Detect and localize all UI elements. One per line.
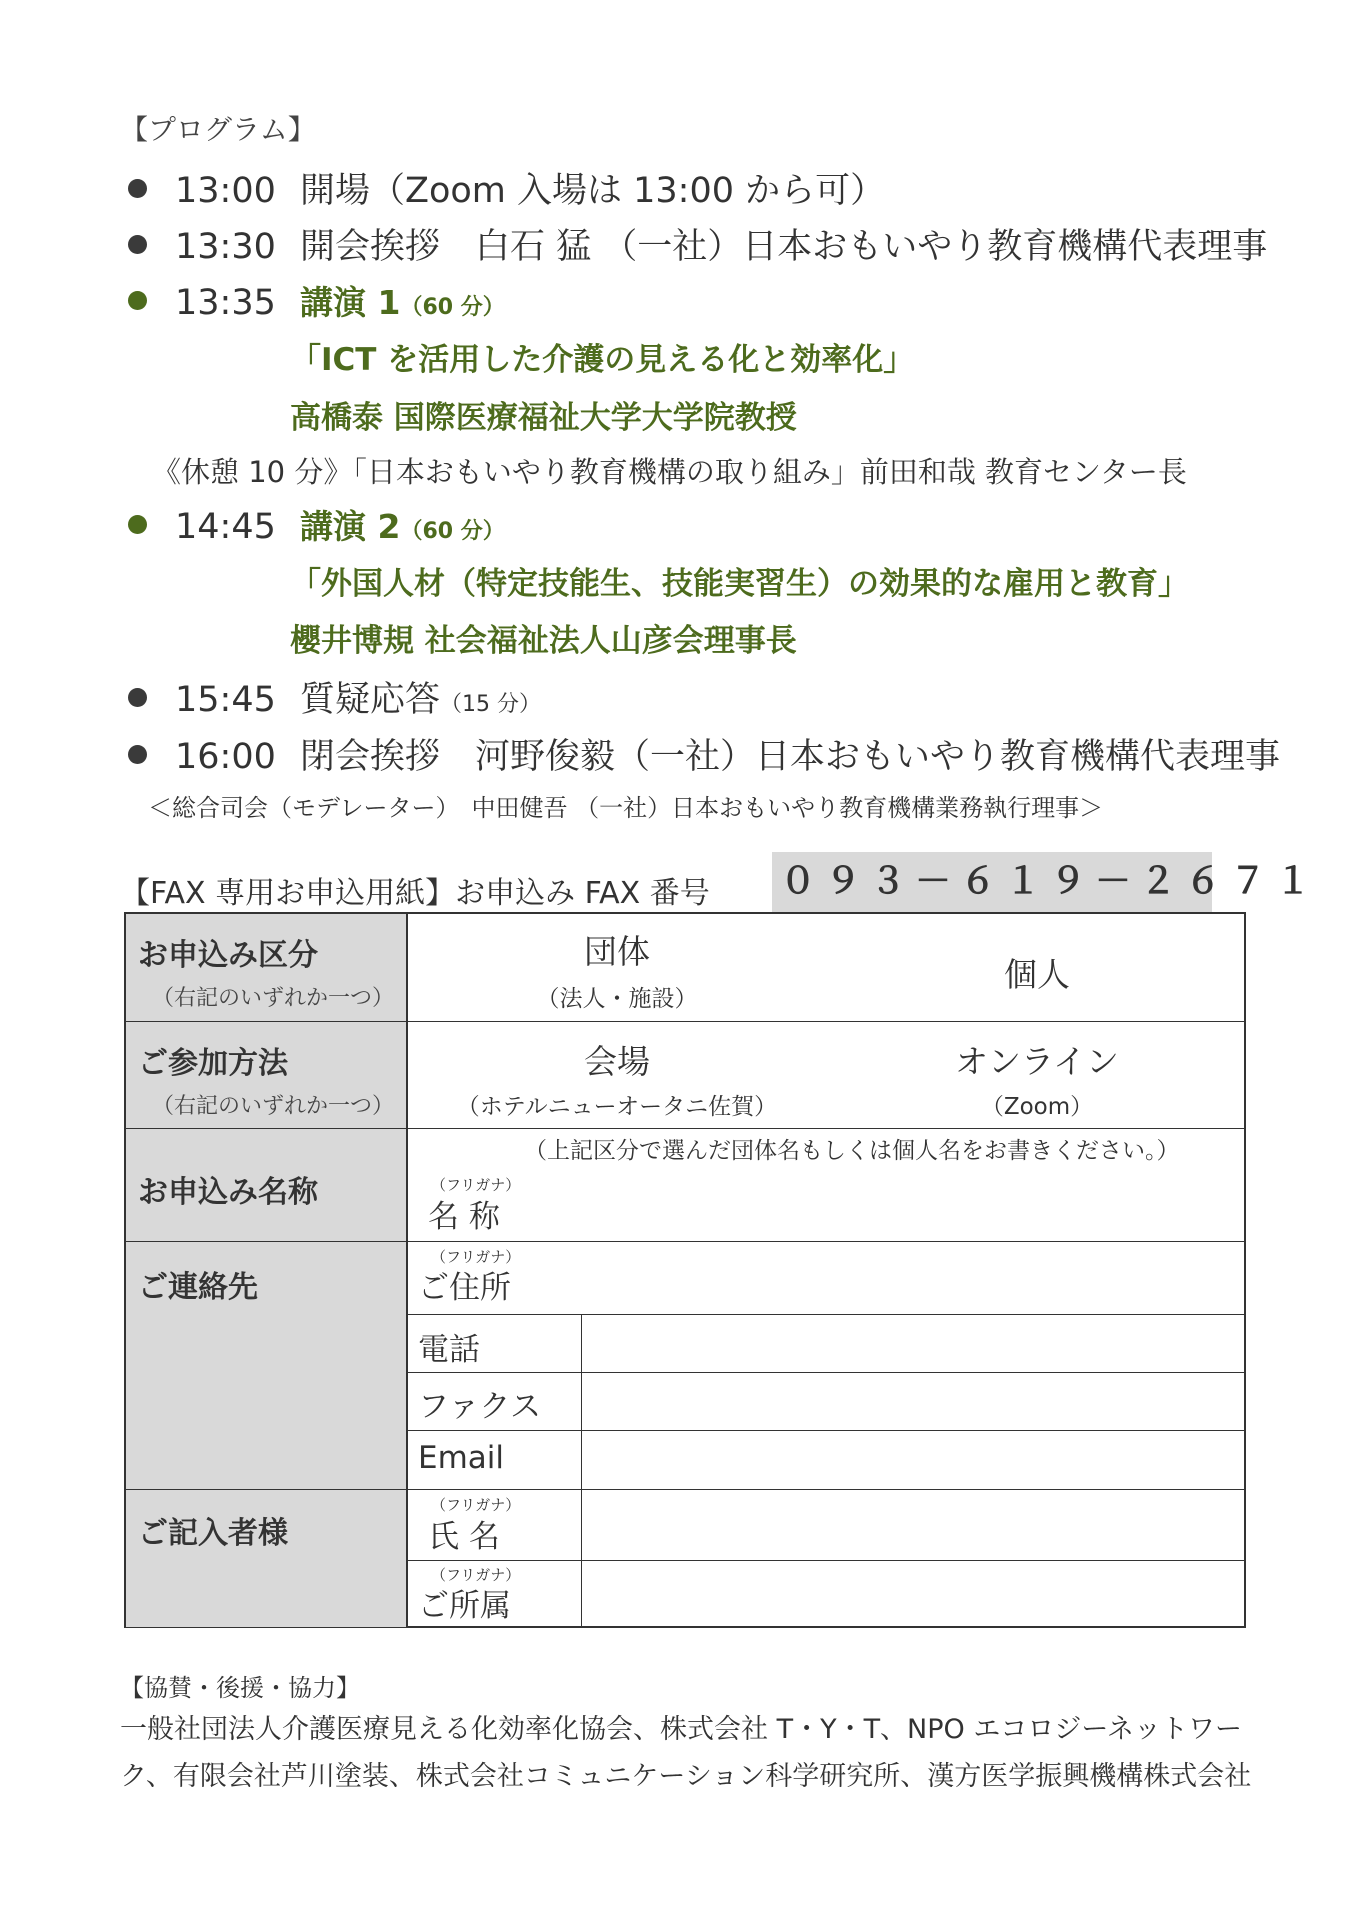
bullet-icon [128, 688, 147, 707]
column-divider [407, 914, 408, 1628]
program-text: 開場（Zoom 入場は 13:00 から可） [300, 171, 886, 211]
program-time: 13:30 [175, 227, 276, 267]
bullet-icon [128, 235, 147, 254]
program-time: 13:35 [175, 283, 276, 323]
lecture-label: 講演 2 [300, 507, 401, 546]
lecture-1-title: 「ICT を活用した介護の見える化と効率化」 [290, 342, 915, 378]
category-label-cell [126, 914, 407, 1022]
break-line: 《休憩 10 分》「日本おもいやり教育機構の取り組み」前田和哉 教育センター長 [152, 455, 1187, 489]
fax-heading: 【FAX 専用お申込用紙】お申込み FAX 番号 [120, 876, 710, 911]
contact-label: ご連絡先 [138, 1270, 258, 1305]
program-time: 13:00 [175, 171, 276, 211]
category-label: お申込み区分 [138, 938, 318, 973]
option-online[interactable]: オンライン [954, 1042, 1119, 1081]
program-item-lecture-2 [128, 501, 505, 548]
method-note: （右記のいずれか一つ） [152, 1094, 395, 1119]
email-field-label[interactable]: Email [418, 1440, 505, 1476]
sponsors-heading: 【協賛・後援・協力】 [120, 1674, 360, 1702]
row-divider [407, 1560, 1246, 1561]
affiliation-furigana: （フリガナ） [431, 1566, 521, 1584]
program-item-opening-remarks [128, 219, 1267, 269]
name-label-cell [126, 1129, 407, 1242]
program-item-qa [128, 672, 541, 722]
option-group-note: （法人・施設） [536, 986, 698, 1012]
writer-name-field-label[interactable]: 氏 名 [428, 1519, 500, 1555]
program-text: 閉会挨拶 河野俊毅（一社）日本おもいやり教育機構代表理事 [300, 737, 1281, 777]
program-time: 16:00 [175, 737, 276, 777]
affiliation-field-label[interactable]: ご所属 [418, 1588, 511, 1624]
lecture-minutes: （60 分） [400, 295, 505, 320]
program-heading: 【プログラム】 [120, 113, 316, 146]
option-venue[interactable]: 会場 [584, 1042, 650, 1081]
lecture-2-speaker: 櫻井博規 社会福祉法人山彦会理事長 [290, 623, 797, 659]
row-divider [407, 1430, 1246, 1431]
row-divider [407, 1314, 1246, 1315]
qa-minutes: （15 分） [440, 692, 542, 717]
address-furigana: （フリガナ） [431, 1248, 521, 1266]
bullet-icon [128, 515, 147, 534]
writer-label-cell [126, 1490, 407, 1628]
option-venue-note: （ホテルニューオータニ佐賀） [456, 1094, 778, 1120]
lecture-2-title: 「外国人材（特定技能生、技能実習生）の効果的な雇用と教育」 [290, 566, 1189, 602]
program-item-opening [128, 163, 885, 213]
name-hint: （上記区分で選んだ団体名もしくは個人名をお書きください。） [524, 1138, 1180, 1164]
name-field-label[interactable]: 名 称 [428, 1199, 500, 1235]
writer-furigana: （フリガナ） [431, 1496, 521, 1514]
lecture-minutes: （60 分） [400, 519, 505, 544]
program-time: 15:45 [175, 680, 276, 720]
category-note: （右記のいずれか一つ） [152, 986, 395, 1011]
lecture-label: 講演 1 [300, 283, 401, 322]
method-label: ご参加方法 [138, 1046, 288, 1081]
name-furigana: （フリガナ） [431, 1176, 521, 1194]
program-time: 14:45 [175, 507, 276, 547]
contact-label-cell [126, 1242, 407, 1490]
fax-number: ０９３－６１９－２６７１ [772, 852, 1212, 912]
bullet-icon [128, 291, 147, 310]
program-item-closing [128, 729, 1280, 779]
method-label-cell [126, 1022, 407, 1129]
column-divider [581, 1490, 582, 1628]
program-item-lecture-1 [128, 277, 505, 324]
program-text: 開会挨拶 白石 猛 （一社）日本おもいやり教育機構代表理事 [300, 227, 1268, 267]
program-text: 質疑応答 [300, 680, 441, 720]
sponsors-text: 一般社団法人介護医療見える化効率化協会、株式会社 T・Y・T、NPO エコロジーネットワーク、有限会社芦川塗装、株式会社コミュニケーション科学研究所、漢方医学振興機構株式会社 [120, 1714, 1252, 1792]
bullet-icon [128, 179, 147, 198]
column-divider [581, 1314, 582, 1490]
option-individual[interactable]: 個人 [1004, 955, 1070, 994]
name-label: お申込み名称 [138, 1175, 318, 1210]
phone-field-label[interactable]: 電話 [418, 1332, 480, 1368]
mc-line: ＜総合司会（モデレーター） 中田健吾 （一社）日本おもいやり教育機構業務執行理事＞ [148, 794, 1104, 822]
option-group[interactable]: 団体 [584, 932, 650, 971]
bullet-icon [128, 745, 147, 764]
option-online-note: （Zoom） [980, 1094, 1094, 1120]
address-field-label[interactable]: ご住所 [418, 1270, 511, 1306]
writer-label: ご記入者様 [138, 1516, 288, 1551]
lecture-1-speaker: 高橋泰 国際医療福祉大学大学院教授 [290, 400, 797, 436]
fax-field-label[interactable]: ファクス [418, 1389, 542, 1425]
application-form [124, 912, 1246, 1628]
row-divider [407, 1372, 1246, 1373]
